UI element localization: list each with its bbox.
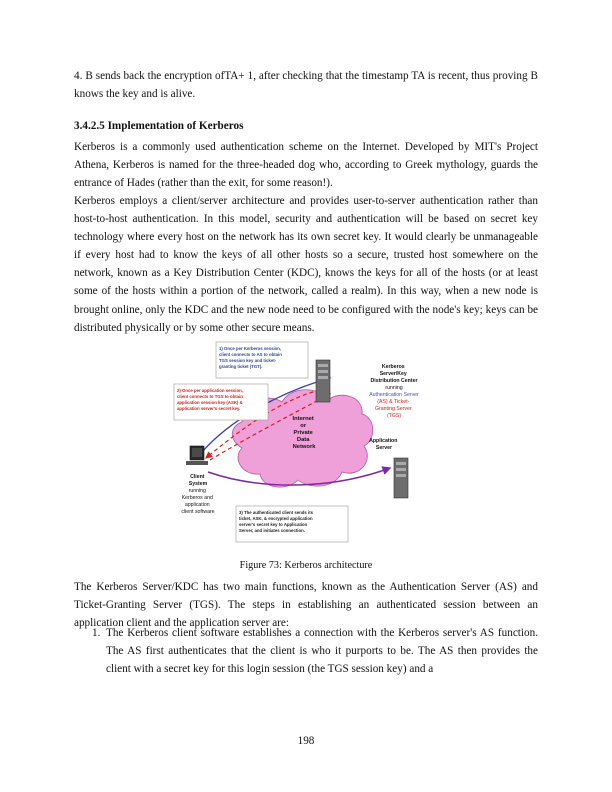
client-label-line: client software <box>181 509 215 515</box>
client-label-line: running <box>188 488 206 494</box>
box1-line: TGS session key and ticket- <box>219 358 277 363</box>
svg-text:Client System <box>189 474 208 487</box>
section-heading: 3.4.2.5 Implementation of Kerberos <box>74 120 244 132</box>
box2-line: client connects to TGS to obtain <box>177 394 243 399</box>
box2-line: application session key (ASK) & <box>177 400 243 405</box>
box3-line: 3) The authenticated client sends its <box>239 510 314 515</box>
box1-line: granting ticket (TGT). <box>219 364 263 369</box>
svg-text:Application Server <box>369 438 399 451</box>
box3-line: ticket, ASK, & encrypted application <box>239 516 313 521</box>
box2-line: application server's secret key. <box>177 406 241 411</box>
cloud-label-line: Private <box>293 430 313 436</box>
box3-line: Server, and initiates connection. <box>239 528 305 533</box>
box1-line: client connects to AS to obtain <box>219 352 282 357</box>
app-server-label-line: Server <box>375 445 393 451</box>
kdc-service-line: Granting Server <box>374 406 412 412</box>
cloud-label-line: Data <box>296 437 310 443</box>
svg-text:2) Once per application sessio <box>177 388 244 411</box>
figure-caption: Figure 73: Kerberos architecture <box>239 560 373 571</box>
kdc-label-line: Server/Key <box>379 371 407 377</box>
cloud-label-line: or <box>300 423 307 429</box>
client-label-line: System <box>188 481 208 487</box>
kdc-label-line: Distribution Center <box>370 378 418 384</box>
kdc-service-line: (AS) & Ticket- <box>377 399 410 405</box>
svg-text:Authentication Server <box>369 392 419 398</box>
list-item-text: The Kerberos client software establishes a connection with the Kerberos server's AS function. The AS first authenticates that the client is who it purports to be. The AS then provides the client with a secret key for this login session (the TGS session key) and a <box>106 627 538 676</box>
cloud-label-line: Network <box>292 444 316 450</box>
svg-text:Kerberos Server/Key <box>371 364 418 384</box>
client-label-line: Client <box>190 474 205 480</box>
application-server-icon <box>394 458 408 498</box>
box1-line: 1) Once per Kerberos session, <box>219 346 282 351</box>
svg-text:(AS) & Ticket- Granting <box>375 399 413 419</box>
list-item <box>74 624 538 678</box>
kerberos-architecture-figure <box>170 340 452 546</box>
kdc-service-line: Authentication Server <box>369 392 419 398</box>
svg-text:running Kerberos and <box>181 488 214 515</box>
box3-line: server's secret key to Application <box>239 522 308 527</box>
paragraph-kdc-functions: The Kerberos Server/KDC has two main functions, known as the Authentication Server (AS) and Ticket-Granting Server (TGS). The steps in establishing an authenticated session between an application client and the application server are: <box>74 581 538 630</box>
app-server-label-line: Application <box>369 438 398 444</box>
box2-line: 2) Once per application session, <box>177 388 243 393</box>
svg-text:Internet or Privat <box>293 416 317 450</box>
kdc-service-line: (TGS) <box>386 413 402 419</box>
steps-list <box>74 624 538 678</box>
list-item-number: 1. <box>92 627 101 639</box>
paragraph-kerberos-intro: Kerberos is a commonly used authentication scheme on the Internet. Developed by MIT's Project Athena, Kerberos is named for the three-headed dog who, according to Greek mythology, guards the entrance of Hades (rather than the exit, for some reason!). <box>74 141 538 190</box>
page-number: 198 <box>297 735 315 747</box>
svg-text:running <box>385 385 402 391</box>
cloud-label-line: Internet <box>292 416 314 422</box>
svg-text:3) The authenticated client se <box>239 510 314 533</box>
client-label-line: Kerberos and <box>181 495 213 501</box>
client-label-line: application <box>184 502 210 508</box>
paragraph-step-4: 4. B sends back the encryption ofTA+ 1, after checking that the timestamp TA is recent, thus proving B knows the key and is alive. <box>74 70 538 101</box>
kdc-server-icon <box>316 360 330 402</box>
kdc-label-line: Kerberos <box>381 364 405 370</box>
paragraph-architecture: Kerberos employs a client/server architecture and provides user-to-server authentication rather than host-to-host authentication. In this model, security and authentication will be based on secret key technology where every host on the network has its own secret key. It would clearly be unmanageable if every host had to know the keys of all other hosts so a secure, trusted host somewhere on the network, known as a Key Distribution Center (KDC), knows the keys for all of the hosts (or at least some of the hosts within a portion of the network, called a realm). In this way, when a new node is brought online, only the KDC and the new node need to be configured with the node's key; keys can be distributed physically or by some other secure means. <box>74 195 538 334</box>
kdc-label-line: running <box>385 385 403 391</box>
